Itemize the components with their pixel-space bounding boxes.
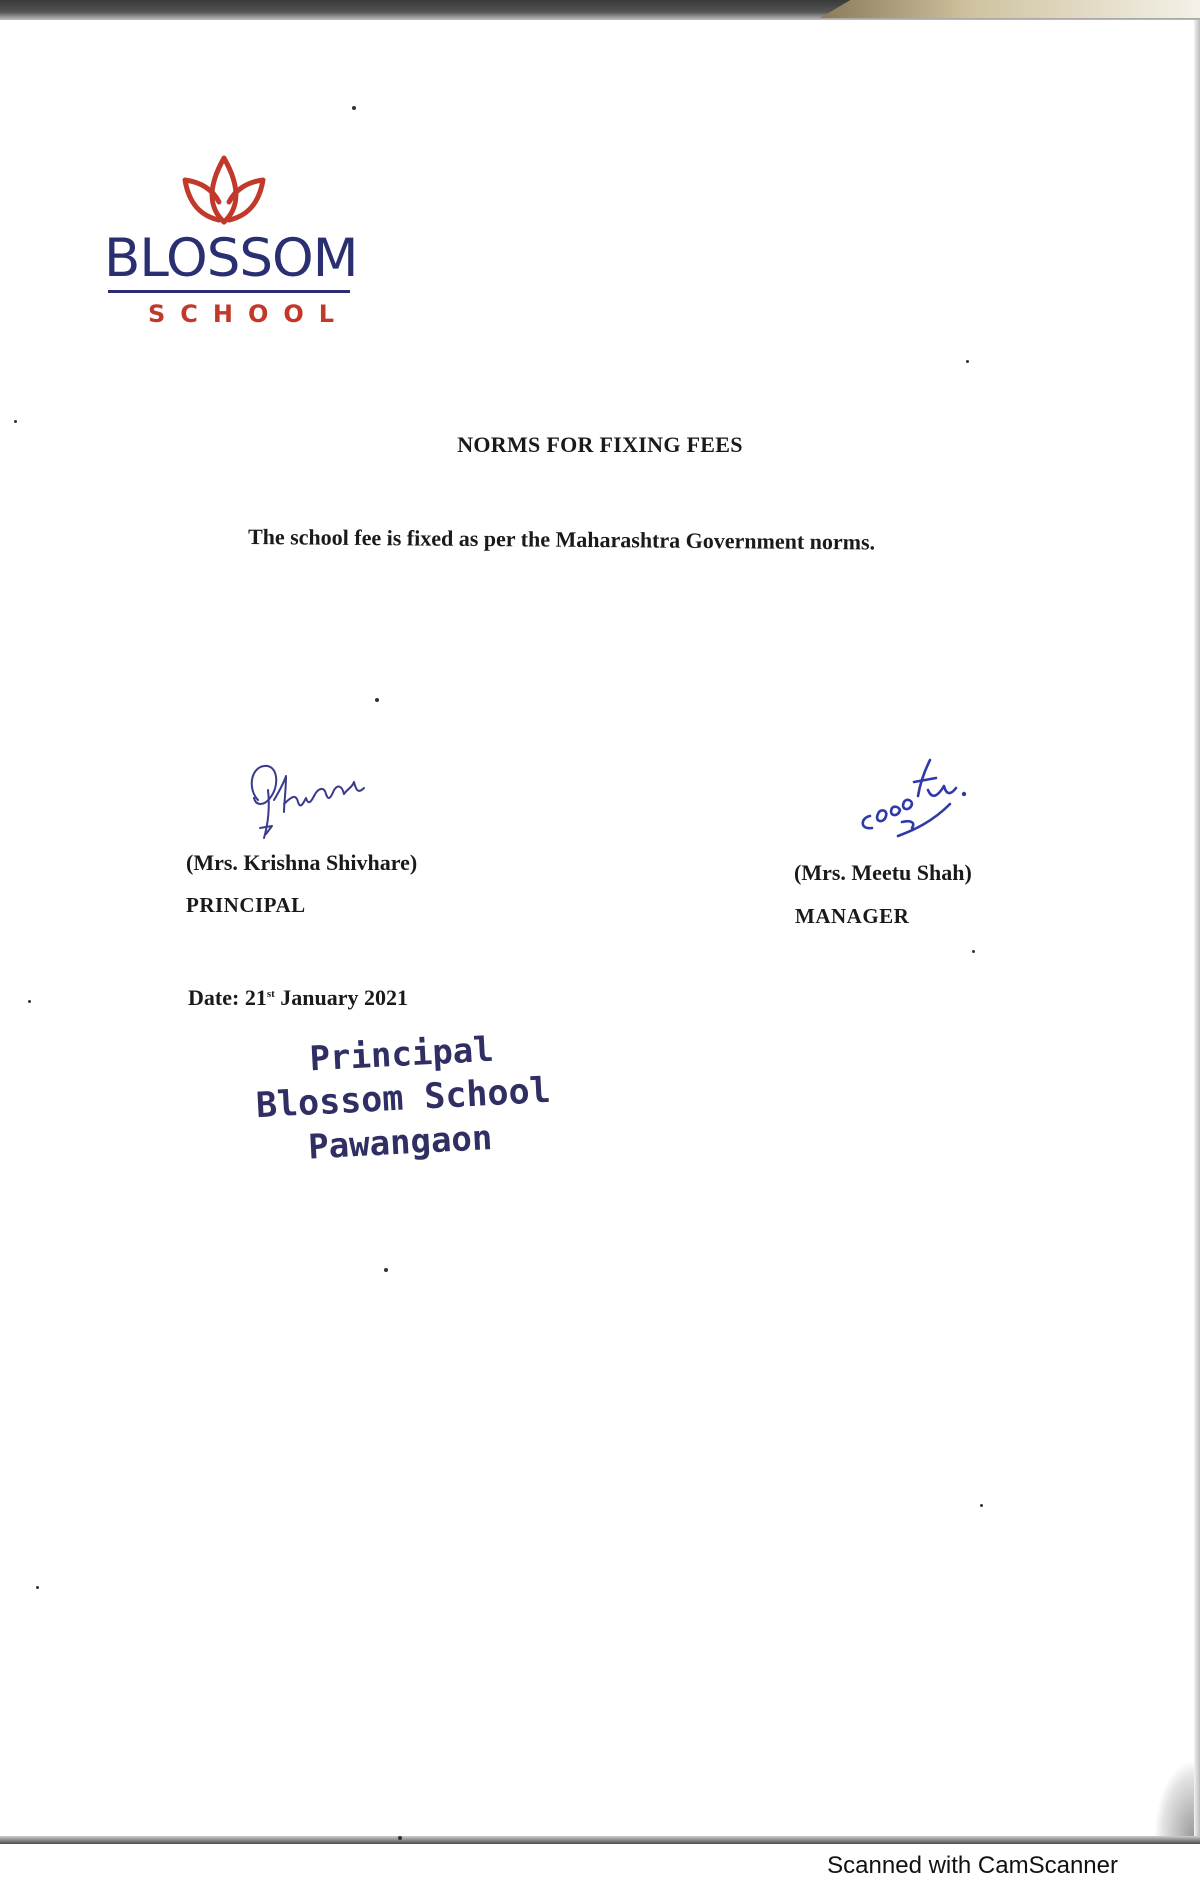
date-day: 21 (244, 985, 267, 1010)
school-logo (104, 150, 358, 340)
dust-speck (36, 1586, 39, 1589)
principal-title: PRINCIPAL (186, 893, 306, 917)
page-corner-curl (1154, 1760, 1194, 1836)
scan-fold-shadow (820, 0, 1200, 18)
stamp-line-2: Blossom School (254, 1070, 552, 1127)
dust-speck (980, 1504, 983, 1507)
principal-name: (Mrs. Krishna Shivhare) (186, 850, 418, 875)
dust-speck (375, 698, 379, 702)
logo-underline (108, 290, 350, 293)
document-heading: NORMS FOR FIXING FEES (457, 432, 743, 457)
dust-speck (972, 950, 975, 953)
manager-signature (858, 756, 970, 838)
scanner-watermark: Scanned with CamScanner (827, 1852, 1118, 1879)
rubber-stamp (240, 1013, 567, 1180)
document-date (188, 985, 408, 1011)
date-label: Date: (188, 985, 240, 1010)
logo-subtitle: SCHOOL (148, 300, 350, 328)
scan-bottom-edge (0, 1836, 1200, 1844)
dust-speck (28, 1000, 31, 1003)
dust-speck (352, 106, 356, 110)
principal-signature (240, 760, 380, 842)
date-suffix: st (266, 988, 275, 1000)
lotus-icon (179, 150, 269, 226)
logo-wordmark: BLOSSOM (104, 228, 358, 289)
scan-right-edge (1194, 20, 1200, 1836)
fee-statement: The school fee is fixed as per the Maharashtra Government norms. (247, 524, 876, 555)
manager-name: (Mrs. Meetu Shah) (794, 860, 972, 885)
dust-speck (14, 420, 17, 423)
stamp-line-3: Pawangaon (307, 1117, 494, 1168)
manager-title: MANAGER (795, 904, 910, 928)
dust-speck (966, 360, 969, 363)
stamp-line-1: Principal (308, 1029, 495, 1080)
dust-speck (384, 1268, 388, 1272)
dust-speck (398, 1836, 402, 1840)
date-month-year: January 2021 (280, 985, 409, 1010)
